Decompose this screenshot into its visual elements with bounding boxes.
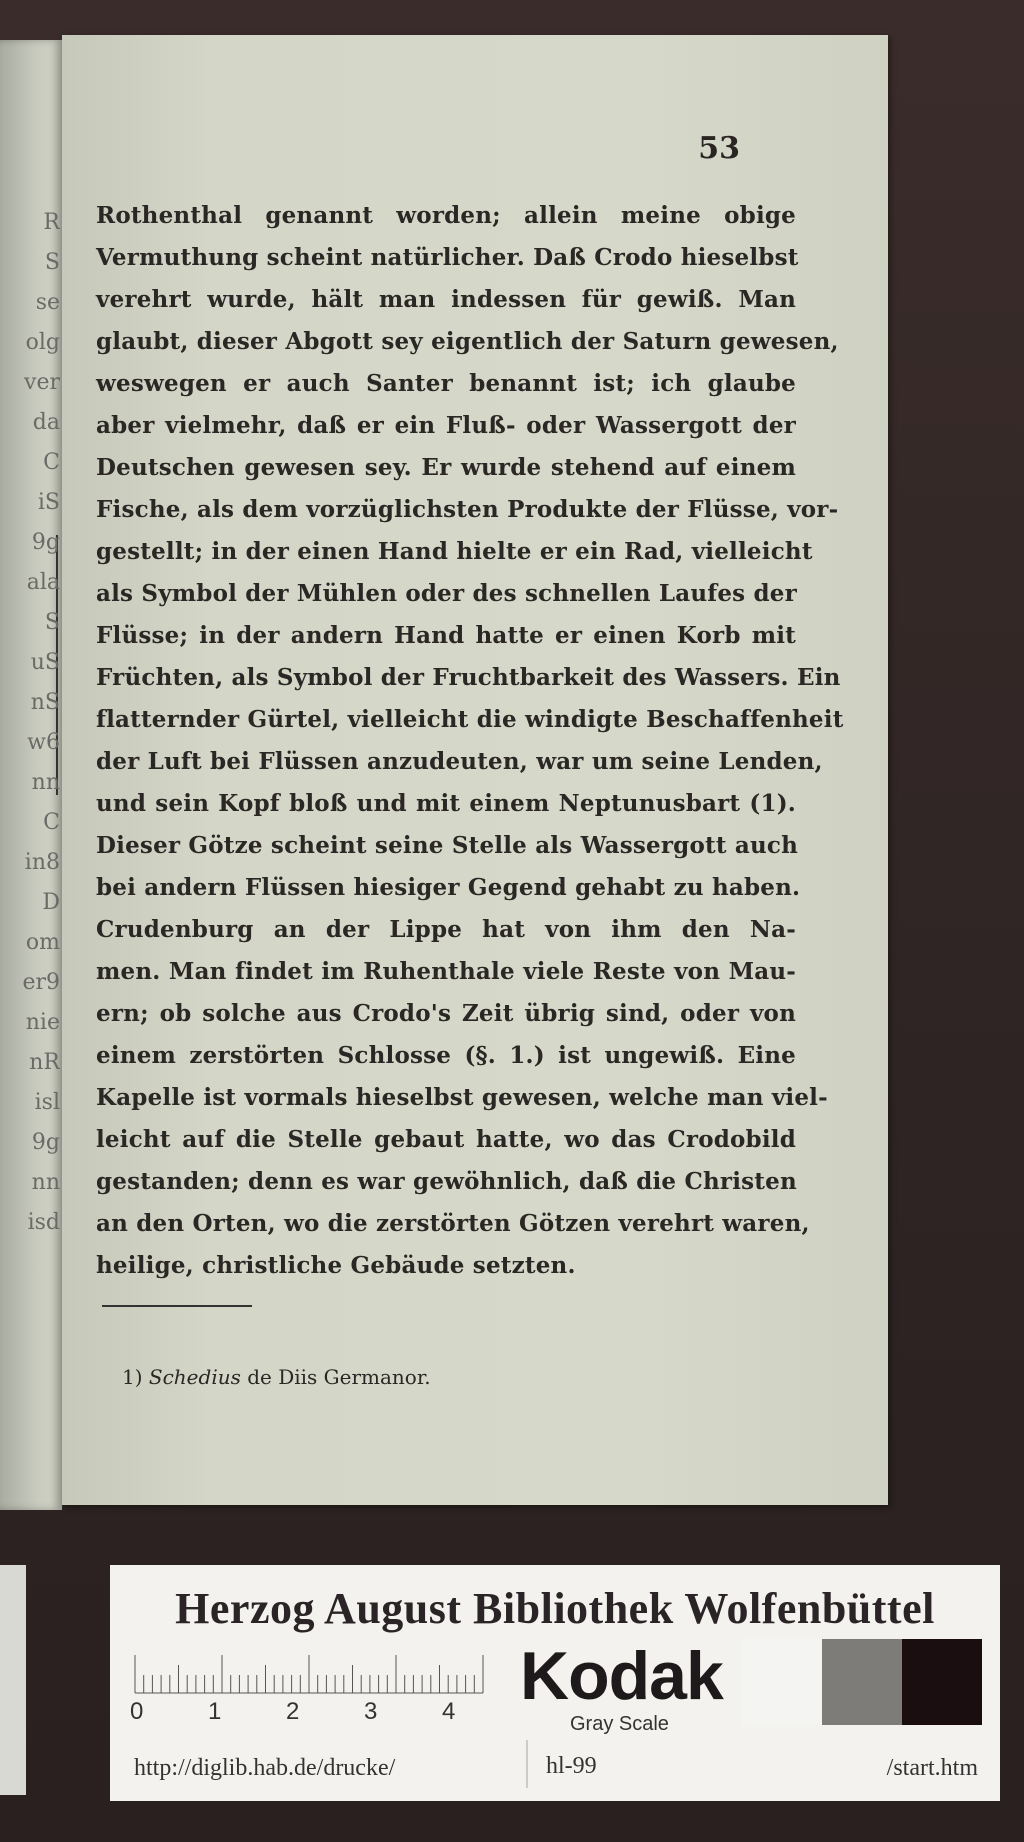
text-line: men. Man findet im Ruhenthale viele Reste von Mau- [96,958,796,985]
text-line: Kapelle ist vormals hieselbst gewesen, welche man viel- [96,1084,828,1111]
ruler-label: 1 [208,1698,222,1725]
text-line: einem zerstörten Schlosse (§. 1.) ist ungewiß. Eine [96,1042,796,1069]
adjacent-page-fragment: ver [24,370,60,395]
adjacent-page-fragment: om [25,930,60,955]
ruler-scale [130,1647,500,1697]
ruler-labels [130,1698,510,1728]
adjacent-page-fragment: S [44,250,60,275]
text-line: gestanden; denn es war gewöhnlich, daß die Christen [96,1168,797,1195]
adjacent-page-fragment: er9 [22,970,60,995]
text-line: an den Orten, wo die zerstörten Götzen verehrt waren, [96,1210,810,1237]
adjacent-page-fragment: C [43,810,60,835]
ruler-label: 2 [286,1698,300,1725]
text-line: Rothenthal genannt worden; allein meine obige [96,202,796,229]
text-line: Crudenburg an der Lippe hat von ihm den Na- [96,916,796,943]
adjacent-page-fragment: iS [37,490,60,515]
adjacent-page-fragment: R [43,210,60,235]
text-line: ern; ob solche aus Crodo's Zeit übrig sind, oder von [96,1000,796,1027]
adjacent-page-fragment: isd [27,1210,60,1235]
library-title: Herzog August Bibliothek Wolfenbüttel [175,1584,935,1633]
footnote-marker: 1) [122,1365,143,1389]
adjacent-page-fragment: w6 [27,730,60,755]
body-text [96,195,844,1287]
footnote-text: de Diis Germanor. [247,1365,431,1389]
adjacent-page-fragment: isl [34,1090,60,1115]
adjacent-page-fragment: 9g [31,530,60,555]
adjacent-page-fragment: nR [29,1050,60,1075]
text-line: der Luft bei Flüssen anzudeuten, war um seine Lenden, [96,748,823,775]
gray-swatch [902,1639,982,1725]
grayscale-swatches [742,1639,982,1725]
text-line: bei andern Flüssen hiesiger Gegend gehabt zu haben. [96,874,801,901]
ruler-label: 4 [442,1698,456,1725]
text-line: Flüsse; in der andern Hand hatte er einen Korb mit [96,622,796,649]
adjacent-page-fragment: olg [25,330,60,355]
adjacent-page-fragment: D [42,890,60,915]
book-page [62,35,888,1505]
adjacent-page-fragment: in8 [24,850,60,875]
url-prefix: http://diglib.hab.de/drucke/ [134,1755,396,1781]
text-line: Früchten, als Symbol der Fruchtbarkeit des Wassers. Ein [96,664,841,691]
adjacent-page-fragment: nn [31,1170,60,1195]
text-line: Deutschen gewesen sey. Er wurde stehend auf einem [96,454,796,481]
adjacent-page-fragment: nS [30,690,60,715]
ruler-label: 3 [364,1698,378,1725]
gray-swatch [822,1639,902,1725]
adjacent-page-fragment: C [43,450,60,475]
adjacent-page-fragment: 9g [31,1130,60,1155]
adjacent-page-fragment: nn [31,770,60,795]
adjacent-page-fragment: S [44,610,60,635]
text-line: als Symbol der Mühlen oder des schnellen Laufes der [96,580,797,607]
adjacent-page-fragment: se [35,290,60,315]
left-card-edge [0,1565,26,1795]
adjacent-page-fragment: uS [30,650,60,675]
text-line: und sein Kopf bloß und mit einem Neptunusbart (1). [96,790,796,817]
url-suffix: /start.htm [886,1755,978,1781]
url-shelfmark: hl-99 [546,1753,597,1779]
text-line: Vermuthung scheint natürlicher. Daß Crodo hieselbst [96,244,799,271]
calibration-target [110,1565,1000,1801]
adjacent-page-fragment: nie [25,1010,60,1035]
footnote-author: Schedius [148,1365,241,1389]
gray-swatch [742,1639,822,1725]
adjacent-page-fragment: da [32,410,60,435]
text-line: weswegen er auch Santer benannt ist; ich glaube [96,370,796,397]
page-number: 53 [698,131,740,166]
text-line: verehrt wurde, hält man indessen für gewiß. Man [96,286,796,313]
kodak-logo: Kodak [520,1638,723,1714]
text-line: aber vielmehr, daß er ein Fluß- oder Wassergott der [96,412,796,439]
grayscale-label: Gray Scale [570,1713,669,1735]
text-line: Dieser Götze scheint seine Stelle als Wassergott auch [96,832,799,859]
footnote [122,1365,431,1389]
url-divider [526,1740,528,1788]
text-line: leicht auf die Stelle gebaut hatte, wo das Crodobild [96,1126,796,1153]
footnote-rule [102,1305,252,1307]
adjacent-page-edge [0,40,62,1510]
ruler-label: 0 [130,1698,144,1725]
text-line: Fische, als dem vorzüglichsten Produkte der Flüsse, vor- [96,496,839,523]
text-line: gestellt; in der einen Hand hielte er ein Rad, vielleicht [96,538,813,565]
text-line: heilige, christliche Gebäude setzten. [96,1252,576,1279]
text-line: flatternder Gürtel, vielleicht die windigte Beschaffenheit [96,706,844,733]
text-line: glaubt, dieser Abgott sey eigentlich der Saturn gewesen, [96,328,839,355]
adjacent-page-fragment: ala [26,570,60,595]
